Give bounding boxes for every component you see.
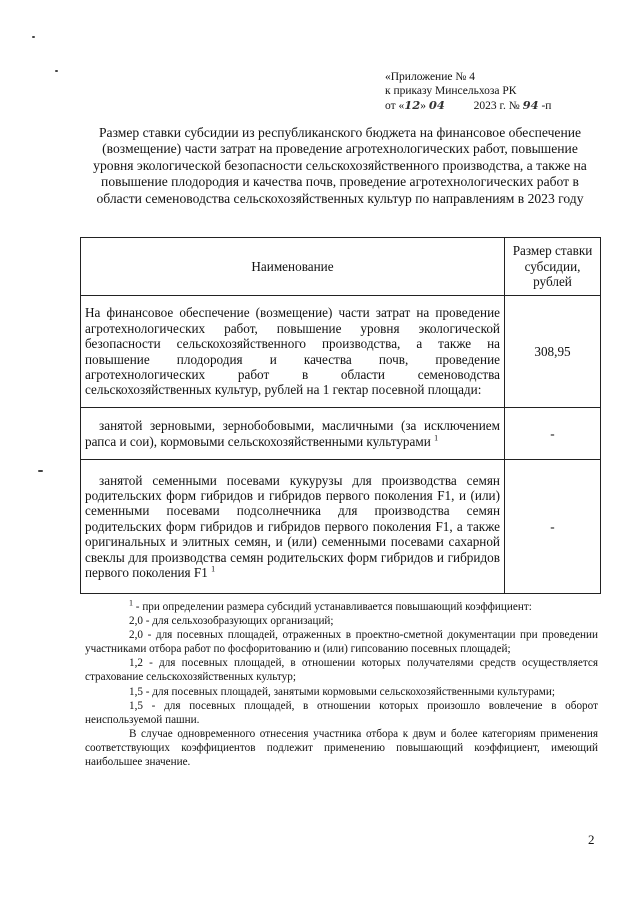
footnote-ref: 1	[211, 564, 216, 574]
order-reference: к приказу Минсельхоза РК	[385, 85, 517, 97]
table-row	[81, 296, 601, 408]
coefficient-item: 1,5 - для посевных площадей, занятыми кормовыми сельскохозяйственными культурами;	[129, 685, 555, 698]
column-header-rate: Размер ставки субсидии, рублей	[505, 238, 601, 296]
page-number: 2	[588, 832, 595, 847]
coefficient-item: 2,0 - для сельхозобразующих организаций;	[129, 615, 334, 628]
column-header-name: Наименование	[81, 238, 505, 296]
order-date-line	[385, 98, 551, 113]
footnote-intro-text: - при определении размера субсидий устанавливается повышающий коэффициент:	[133, 601, 532, 613]
subsidy-rate-table	[80, 237, 601, 594]
footnote-mark: 1	[129, 598, 133, 608]
row-name-text: занятой семенными посевами кукурузы для производства семян родительских форм гибридов и гибридов первого поколения F1, и (или) семенными посевами подсолнечника для производства семян родительских форм гибридов и гибридов первого поколения F1, а также оригинальных и элитных семян, и (или) семенными посевами сахарной свеклы для производства семян родительских форм гибридов и гибридов первого поколения F1	[85, 472, 500, 581]
scan-speck	[32, 36, 35, 38]
row-name-cell: На финансовое обеспечение (возмещение) части затрат на проведение агротехнологических работ, повышение уровня экологической безопасности сельскохозяйственного производства, а также на повышение плодородия и качества почв, проведение агротехнологических работ в области семеноводства сельскохозяйственных культур, рублей на 1 гектар посевной площади:	[81, 296, 505, 408]
row-name-cell	[81, 460, 505, 594]
footnote-intro	[85, 600, 598, 614]
handwritten-number: 94	[522, 98, 539, 112]
date-prefix: от «	[385, 100, 405, 112]
year-label: 2023 г. №	[473, 100, 523, 112]
number-suffix: -п	[538, 100, 552, 112]
table-row	[81, 408, 601, 460]
table-row	[81, 460, 601, 594]
coefficient-item: 2,0 - для посевных площадей, отраженных в проектно-сметной документации при проведении участниками отбора работ по фосфоритованию и (или) гипсованию посевных площадей;	[85, 629, 598, 656]
scan-speck	[38, 470, 43, 472]
scan-speck	[55, 70, 58, 72]
row-name-text: занятой зерновыми, зернобобовыми, масличными (за исключением рапса и сои), кормовыми сельскохозяйственными культурами	[85, 418, 500, 449]
row-rate-cell: -	[505, 460, 601, 594]
handwritten-day: 12	[404, 98, 421, 112]
row-rate-cell: 308,95	[505, 296, 601, 408]
footnote-ref: 1	[434, 433, 439, 443]
row-rate-cell: -	[505, 408, 601, 460]
appendix-label: «Приложение № 4	[385, 71, 475, 83]
row-name-cell	[81, 408, 505, 460]
coefficient-item: 1,2 - для посевных площадей, в отношении которых получателями средств осуществляется страхование сельскохозяйственных культур;	[85, 657, 598, 684]
appendix-header	[385, 70, 551, 113]
footnotes-section	[85, 600, 598, 769]
table-header-row	[81, 238, 601, 296]
date-mid: »	[420, 100, 429, 112]
handwritten-month: 04	[428, 98, 445, 112]
closing-paragraph: В случае одновременного отнесения участника отбора к двум и более категориям применения соответствующих коэффициентов подлежит применению повышающий коэффициент, имеющий наибольшее значение.	[85, 727, 598, 769]
document-title: Размер ставки субсидии из республиканского бюджета на финансовое обеспечение (возмещение) части затрат на проведение агротехнологических работ, повышение уровня экологической безопасности сельскохозяйственного производства, а также на повышение плодородия и качества почв, проведение агротехнологических работ в области семеноводства сельскохозяйственных культур по направлениям в 2023 году	[93, 125, 587, 206]
coefficient-item: 1,5 - для посевных площадей, в отношении которых произошло вовлечение в оборот неиспользуемой пашни.	[85, 699, 598, 726]
